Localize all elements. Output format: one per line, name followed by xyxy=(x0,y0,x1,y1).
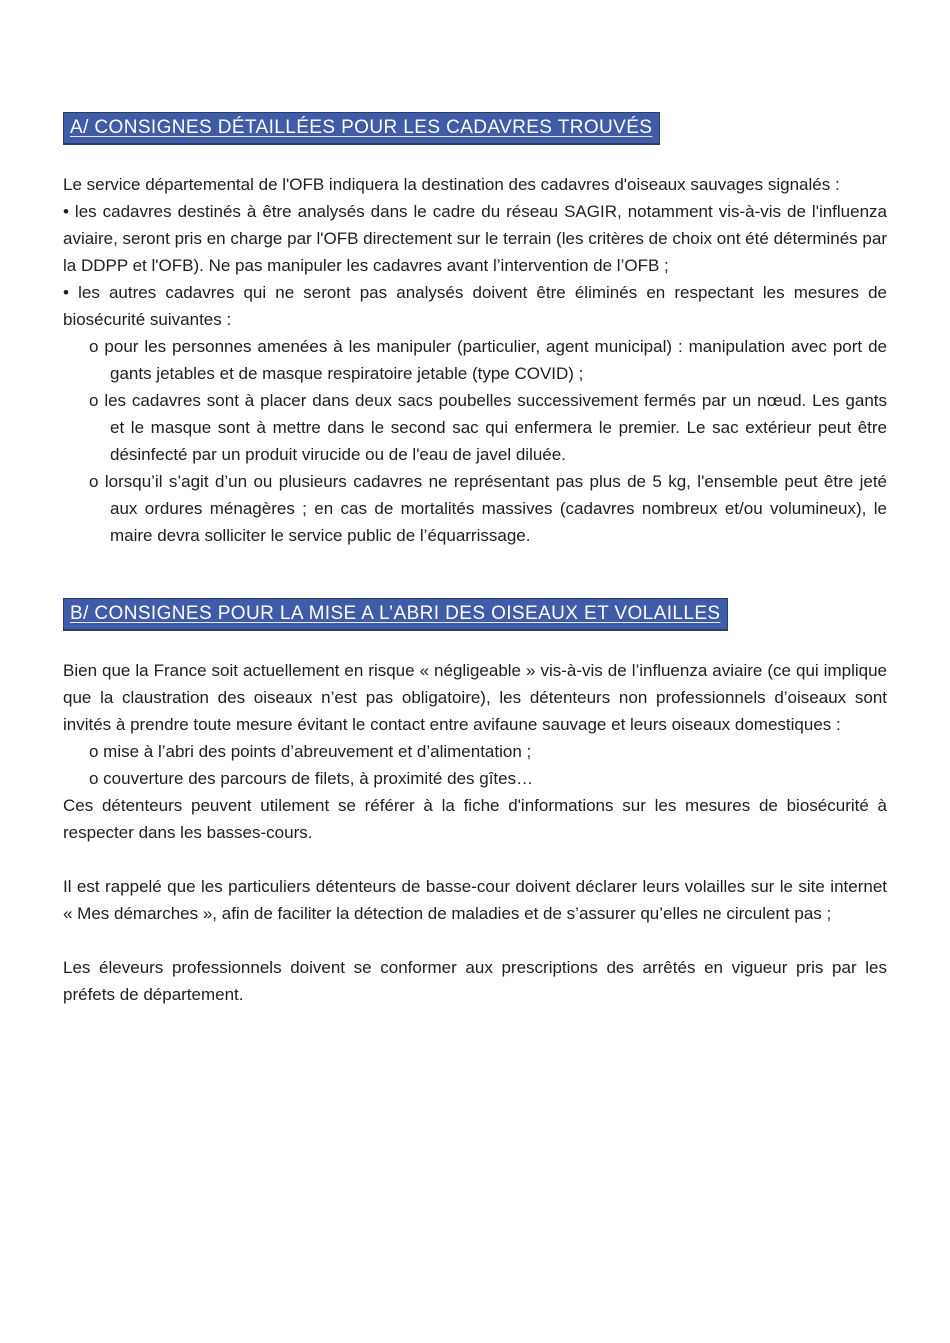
paragraph-declaration-volailles: Il est rappelé que les particuliers détenteurs de basse-cour doivent déclarer leurs volailles sur le site internet « Mes démarches », afin de faciliter la détection de maladies et de s’assurer qu’elles ne circulent pas ; xyxy=(63,877,887,923)
sub-bullet-item-ordures-menageres: o lorsqu’il s’agit d’un ou plusieurs cadavres ne représentant pas plus de 5 kg, l'ensemble peut être jeté aux ordures ménagères ; en cas de mortalités massives (cadavres nombreux et/ou volumineux), le maire devra solliciter le service public de l’équarrissage. xyxy=(89,472,887,545)
section-b-body xyxy=(63,657,887,1008)
bullet-item-cadavres-sagir: • les cadavres destinés à être analysés dans le cadre du réseau SAGIR, notamment vis-à-vis de l'influenza aviaire, seront pris en charge par l'OFB directement sur le terrain (les critères de choix ont été déterminés par la DDPP et l'OFB). Ne pas manipuler les cadavres avant l’intervention de l’OFB ; xyxy=(63,202,887,275)
paragraph-intro-cadavres: Le service départemental de l'OFB indiquera la destination des cadavres d'oiseaux sauvages signalés : xyxy=(63,175,840,194)
section-a xyxy=(63,112,887,549)
paragraph-risque-negligeable: Bien que la France soit actuellement en risque « négligeable » vis-à-vis de l’influenza aviaire (ce qui implique que la claustration des oiseaux n’est pas obligatoire), les détenteurs non professionnels d’oiseaux sont invités à prendre toute mesure évitant le contact entre avifaune sauvage et leurs oiseaux domestiques : xyxy=(63,661,887,734)
sub-bullet-item-mise-a-labri: o mise à l’abri des points d’abreuvement et d’alimentation ; xyxy=(89,742,532,761)
sub-bullet-item-couverture-parcours: o couverture des parcours de filets, à proximité des gîtes… xyxy=(89,769,534,788)
section-b-heading: B/ CONSIGNES POUR LA MISE A L’ABRI DES OISEAUX ET VOLAILLES xyxy=(63,598,728,631)
section-a-heading: A/ CONSIGNES DÉTAILLÉES POUR LES CADAVRES TROUVÉS xyxy=(63,112,660,145)
sub-bullet-item-manipulation: o pour les personnes amenées à les manipuler (particulier, agent municipal) : manipulation avec port de gants jetables et de masque respiratoire jetable (type COVID) ; xyxy=(89,337,887,383)
paragraph-eleveurs-professionnels: Les éleveurs professionnels doivent se conformer aux prescriptions des arrêtés en vigueur pris par les préfets de département. xyxy=(63,958,887,1004)
sub-bullet-item-sacs-poubelles: o les cadavres sont à placer dans deux sacs poubelles successivement fermés par un nœud. Les gants et le masque sont à mettre dans le second sac qui enfermera le premier. Le sac extérieur peut être désinfecté par un produit virucide ou de l'eau de javel diluée. xyxy=(89,391,887,464)
paragraph-fiche-informations: Ces détenteurs peuvent utilement se référer à la fiche d'informations sur les mesures de biosécurité à respecter dans les basses-cours. xyxy=(63,796,887,842)
section-b xyxy=(63,598,887,1008)
bullet-item-autres-cadavres: • les autres cadavres qui ne seront pas analysés doivent être éliminés en respectant les mesures de biosécurité suivantes : xyxy=(63,283,887,329)
section-a-body xyxy=(63,171,887,549)
